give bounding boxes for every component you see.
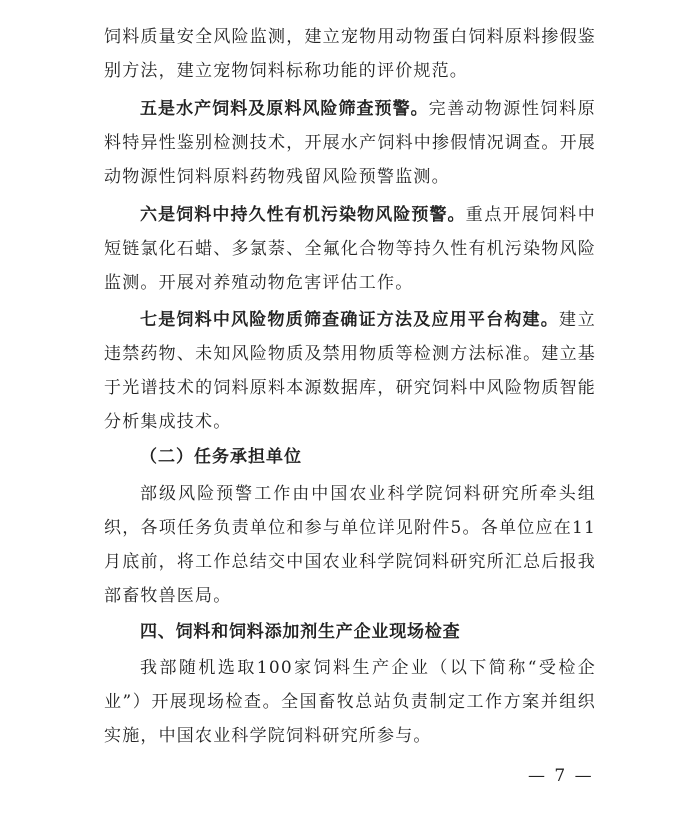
paragraph-text: 我部随机选取100家饲料生产企业（以下简称“受检企业”）开展现场检查。全国畜牧总站负责制定工作方案并组织实施，中国农业科学院饲料研究所参与。 [104,658,596,746]
paragraph-text: 饲料质量安全风险监测，建立宠物用动物蛋白饲料原料掺假鉴别方法，建立宠物饲料标称功能的评价规范。 [104,27,596,81]
paragraph-text: 建立违禁药物、未知风险物质及禁用物质等检测方法标准。建立基于光谱技术的饲料原料本源数据库，研究饲料中风险物质智能分析集成技术。 [104,310,596,432]
paragraph-lead-five: 五是水产饲料及原料风险筛查预警。 [140,99,429,119]
paragraph-persistent-pollutants [104,198,596,300]
paragraph-lead-six: 六是饲料中持久性有机污染物风险预警。 [140,205,466,225]
page-number: — 7 — [528,766,594,786]
paragraph-aquatic-feed [104,92,596,194]
paragraph-task-units [104,477,596,613]
paragraph-lead-seven: 七是饲料中风险物质筛查确证方法及应用平台构建。 [140,310,559,330]
paragraph-text: 重点开展饲料中短链氯化石蜡、多氯萘、全氟化合物等持久性有机污染物风险监测。开展对养殖动物危害评估工作。 [104,205,596,293]
paragraph-onsite-inspection [104,651,596,753]
paragraph-text: 部级风险预警工作由中国农业科学院饲料研究所牵头组织，各项任务负责单位和参与单位详见附件5。各单位应在11月底前，将工作总结交中国农业科学院饲料研究所汇总后报我部畜牧兽医局。 [104,484,596,606]
sub-heading-task-units: （二）任务承担单位 [140,447,302,467]
section-heading-onsite-inspection: 四、饲料和饲料添加剂生产企业现场检查 [140,622,461,642]
paragraph-text: 完善动物源性饲料原料特异性鉴别检测技术，开展水产饲料中掺假情况调查。开展动物源性饲料原料药物残留风险预警监测。 [104,99,596,187]
paragraph-risk-screening-platform [104,303,596,439]
paragraph-pet-feed-monitoring [104,20,596,88]
